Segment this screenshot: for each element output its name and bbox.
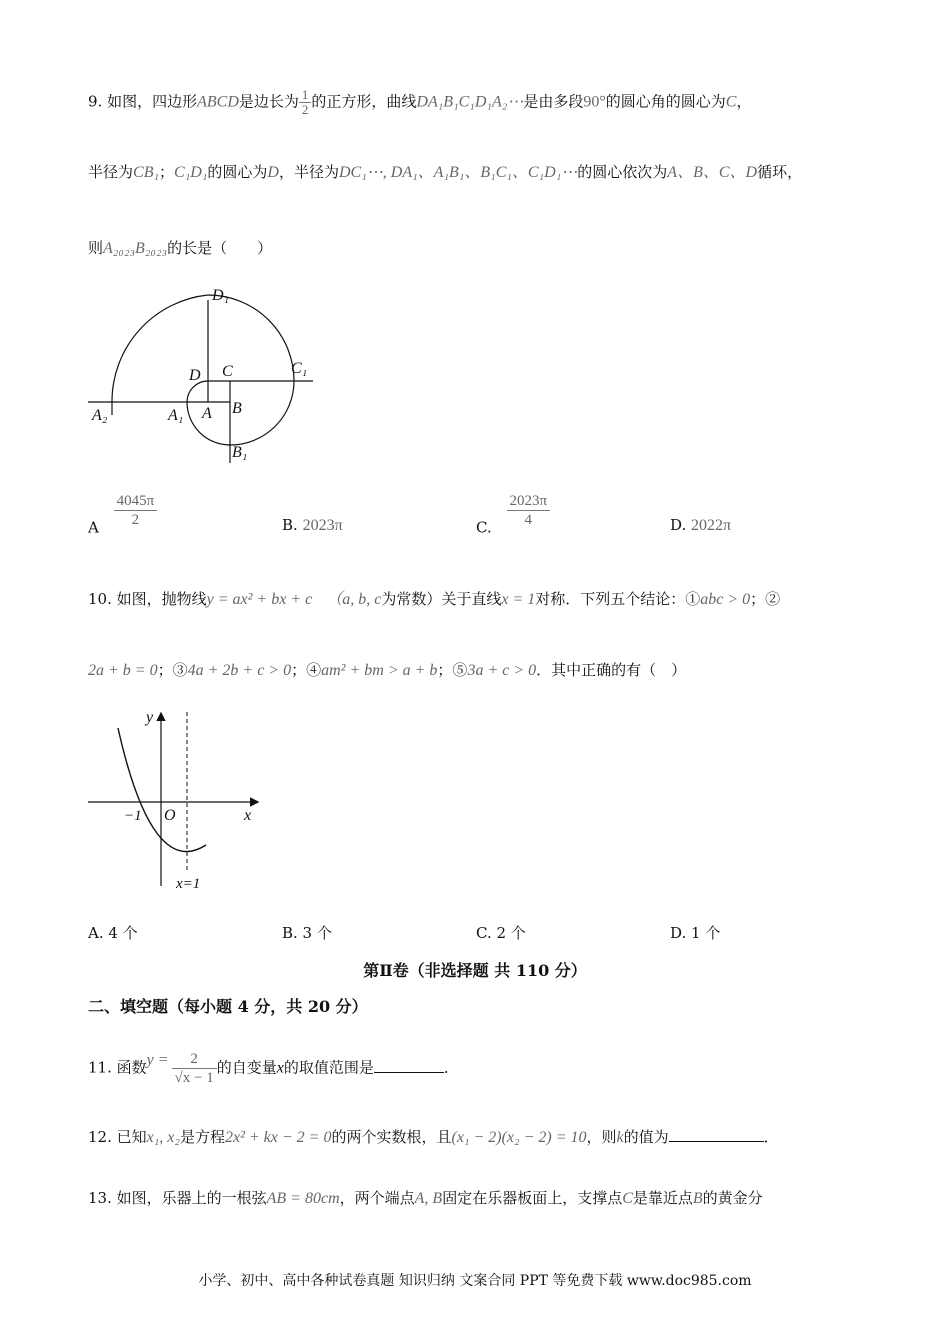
math-90deg: 90° [583,93,606,111]
parabola-graph [88,700,268,895]
page-footer: 小学、初中、高中各种试卷真题 知识归纳 文案合同 PPT 等免费下载 www.doc985.com [198,1273,752,1289]
q11: 11. 函数y = $\frac{2}{√x - 1}$ 的自变量x的取值范围是 ． [88,1051,459,1086]
label-c1: C₁ [291,360,308,377]
q10-option-d[interactable]: D. 1 个 [670,924,721,942]
label-b: B [232,400,242,417]
label-b1: B₁ [232,444,248,461]
q9-option-c[interactable]: C. $\frac{2023\pi}{4}$ [476,492,550,537]
label-y: y [146,709,154,726]
fraction-sqrt: $\frac{2}{√x - 1}$ [172,1050,217,1087]
label-axis-of-symmetry: x=1 [176,876,201,892]
fraction-half: $\frac{1}{2}$ [299,88,312,117]
label-neg1: −1 [124,808,142,824]
q10-line2: 2a + b = 0；③4a + 2b + c > 0；④am² + bm > a + b；⑤3a + c > 0．其中正确的有（ ） [88,661,687,679]
q12-answer-blank[interactable] [669,1127,764,1142]
q12: 12. 已知x₁, x₂是方程2x² + kx − 2 = 0的两个实数根，且(x₁ − 2)(x₂ − 2) = 10，则k的值为 ． [88,1128,779,1146]
label-origin: O [164,807,176,824]
label-c: C [222,363,233,380]
q9-line2: 半径为CB₁；C₁D₁的圆心为D，半径为DC₁⋯, DA₁、A₁B₁、B₁C₁、C₁D₁⋯的圆心依次为A、B、C、D循环， [88,163,803,181]
volume-heading: 第Ⅱ卷（非选择题 共 110 分） [363,961,587,980]
label-a: A [202,405,212,422]
spiral-figure [88,280,328,470]
label-d1: D₁ [212,287,230,304]
q9-line1: 9. 如图，四边形ABCD是边长为 $\frac{1}{2}$ 的正方形，曲线DA₁B₁C₁D₁A₂⋯是由多段90°的圆心角的圆心为C， [88,87,752,117]
q9-line3: 则A₂₀₂₃B₂₀₂₃的长是（ ） [88,239,273,257]
q10-option-b[interactable]: B. 3 个 [282,924,332,942]
q9-option-d[interactable]: D. 2022π [670,516,732,534]
label-x: x [244,807,252,824]
math-arc: A₂₀₂₃B₂₀₂₃ [103,240,168,257]
label-a2: A₂ [92,407,108,424]
q10-line1: 10. 如图，抛物线y = ax² + bx + c （a, b, c为常数）关于直线x = 1对称．下列五个结论：①abc > 0；② [88,590,781,608]
math-abcd: ABCD [197,93,239,111]
q9-option-b[interactable]: B. 2023π [282,516,343,534]
q10-option-a[interactable]: A. 4 个 [88,924,138,942]
math-curve: DA₁B₁C₁D₁A₂⋯ [416,93,524,111]
part-heading: 二、填空题（每小题 4 分，共 20 分） [88,997,368,1016]
q13: 13. 如图，乐器上的一根弦AB = 80cm，两个端点A, B固定在乐器板面上，支撑点C是靠近点B的黄金分 [88,1189,763,1207]
q9-option-a[interactable]: A $\frac{4045\pi}{2}$ [88,492,157,537]
label-a1: A₁ [168,407,184,424]
q11-answer-blank[interactable] [374,1058,444,1073]
q10-option-c[interactable]: C. 2 个 [476,924,526,942]
label-d: D [189,367,201,384]
